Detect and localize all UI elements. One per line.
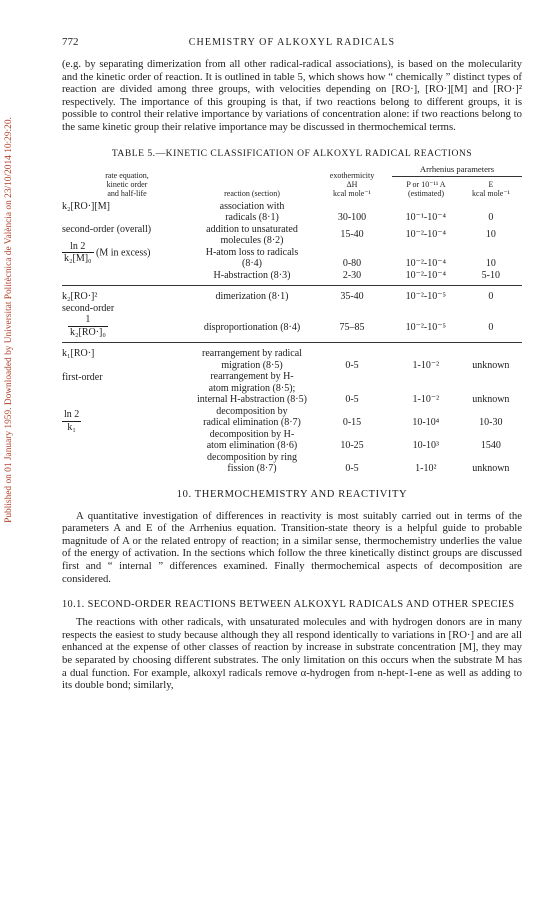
publication-sidebar bbox=[2, 60, 16, 580]
section-10-paragraph: A quantitative investigation of differences in reactivity is most suitably carried out in terms of the parameters A and E of the Arrhenius equation. Transition-state theory is a helpful guide to probable magnitude of A or the related entropy of reaction; in a similar sense, thermochemistry underlies the value of the energy of activation. In the sections which follow the three kinetically distinct groups are discussed first and “ internal ” differences examined. Finally thermochemical aspects of decomposition are considered. bbox=[62, 509, 522, 585]
col-reaction-header: reaction (section) bbox=[224, 188, 280, 198]
table-row: decomposition by H- atom elimination (8·6) 10-25 10-10³ 1540 bbox=[206, 428, 501, 452]
intro-paragraph: (e.g. by separating dimerization from all other radical-radical associations), is based on the molecularity and the kinetic order of reaction. It is outlined in table 5, which shows how “ chemically ” distinct types of reaction are divided among three groups, with velocities depending on [RO·], [RO·][M] and [RO·]² respectively. The importance of this grouping is that, if two reactions belong to different groups, it is possible to control their relative importance by variations of concentration alone: if two reactions belong to the same kinetic group their relative importance may be discussed in thermochemical terms. bbox=[62, 58, 522, 133]
table-caption: TABLE 5.—KINETIC CLASSIFICATION OF ALKOXYL RADICAL REACTIONS bbox=[111, 147, 473, 159]
table-row: rearrangement by H- atom migration (8·5); internal H-abstraction (8·5) 0-5 1-10⁻² unknown bbox=[197, 371, 510, 406]
section-10-1-title: 10.1. SECOND-ORDER REACTIONS BETWEEN ALKOXYL RADICALS AND OTHER SPECIES bbox=[62, 599, 515, 611]
col-pa-header: P or 10⁻¹¹ A (estimated) bbox=[406, 179, 446, 198]
running-title: CHEMISTRY OF ALKOXYL RADICALS bbox=[188, 37, 396, 48]
section-10-title: 10. THERMOCHEMISTRY AND REACTIVITY bbox=[176, 488, 408, 500]
page-header bbox=[62, 36, 522, 58]
table-row: decomposition by ring fission (8·7) 0-5 1-10² unknown bbox=[207, 451, 510, 475]
group3-rate-cell: k₁[RO·] first-order $\frac{\ln 2}{\text{k₁}}$ bbox=[62, 348, 103, 433]
table-row: addition to unsaturated molecules (8·2) 15-40 10⁻²-10⁻⁴ 10 bbox=[206, 223, 496, 247]
col-e-header: E kcal mole⁻¹ bbox=[472, 179, 510, 198]
sidebar-text: Published on 01 January 1959. Downloaded by Universitat Politècnica de València on 23/10/2014 10:29:20. bbox=[4, 117, 14, 523]
page bbox=[62, 0, 522, 692]
group2-rate-cell: k₂[RO·]² second-order $\frac{1}{\text{k₂[RO·]₀}}$ bbox=[62, 291, 115, 338]
table-row: k₂[RO·]² second-order $\frac{1}{\text{k₂[RO·]₀}}$ dimerization (8·1) 35-40 10⁻²-10⁻⁵ 0 bbox=[62, 291, 494, 338]
group2-half-life: $\frac{1}{\text{k₂[RO·]₀}}$ bbox=[70, 314, 106, 338]
table-row: H-abstraction (8·3) 2-30 10⁻²-10⁻⁴ 5-10 bbox=[213, 269, 500, 281]
table-row: H-atom loss to radicals (8·4) 0-80 10⁻²-10⁻⁴ 10 bbox=[205, 246, 496, 270]
col-rate-header: rate equation, kinetic order and half-life bbox=[105, 170, 149, 198]
group1-rate-cell: k₂[RO·][M] second-order (overall) $\frac{\ln 2}{\text{k₂[M]₀}}$ (M in excess) bbox=[62, 200, 152, 265]
table-row: k₂[RO·][M] second-order (overall) $\frac{\ln 2}{\text{k₂[M]₀}}$ (M in excess) association with radicals (8·1) 30-100 10⁻¹-10⁻⁴ 0 bbox=[62, 201, 522, 224]
page-number: 772 bbox=[62, 36, 79, 48]
table-row: k₁[RO·] first-order $\frac{\ln 2}{\text{k₁}}$ rearrangement by radical migration (8·5) 0-5 1-10⁻² unknown bbox=[62, 348, 522, 371]
col-dh-header: exothermicity ΔH kcal mole⁻¹ bbox=[329, 170, 375, 198]
group1-half-life: $\frac{\ln 2}{\text{k₂[M]₀}}$ bbox=[64, 240, 92, 265]
table-row: disproportionation (8·4) 75–85 10⁻²-10⁻⁵ 0 bbox=[203, 322, 494, 334]
table-row: decomposition by radical elimination (8·7) 0-15 10-10⁴ 10-30 bbox=[203, 405, 503, 429]
col-arrhenius-header: Arrhenius parameters P or 10⁻¹¹ A (estimated) E kcal mole⁻¹ bbox=[392, 165, 522, 201]
group3-half-life: $\frac{\ln 2}{\text{k₁}}$ bbox=[64, 409, 80, 433]
kinetic-table bbox=[62, 165, 522, 475]
table-header-row bbox=[62, 165, 522, 201]
section-10-1-paragraph: The reactions with other radicals, with unsaturated molecules and with hydrogen donors are in many respects the easiest to study because although they all respond identically to variations in [RO·] and are all enhanced at the expense of other classes of reaction by increase in substrate concentration [M], they may be separated by choosing different substrates. The only limitation on this occurs when the substrate M has a dual function. For example, alkoxyl radicals remove α-hydrogen from n-hept-1-ene as well as adding to its double bond; similarly, bbox=[62, 616, 522, 692]
